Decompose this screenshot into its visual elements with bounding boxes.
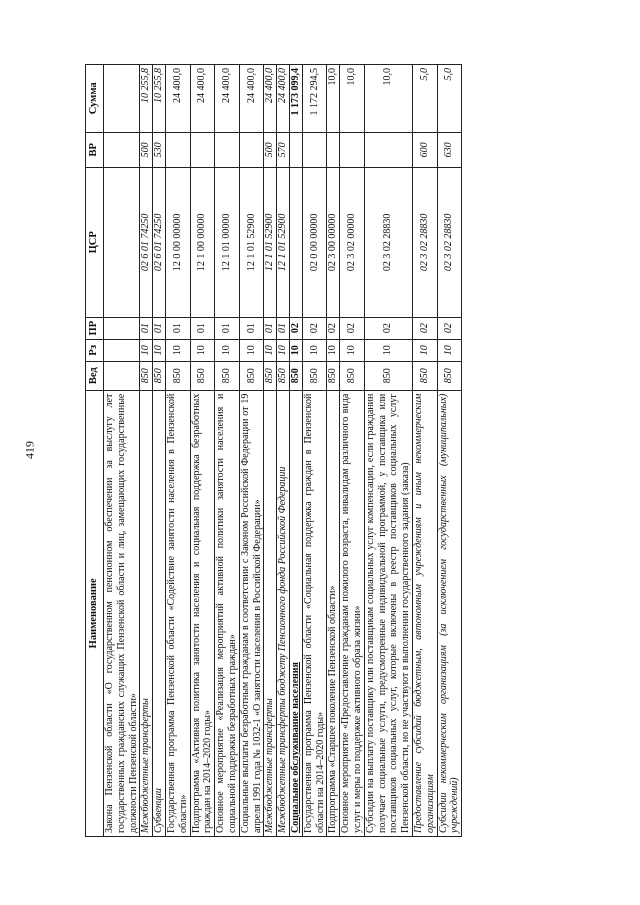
cell-ved: 850 — [215, 361, 240, 390]
cell-sum: 1 173 099,4 — [289, 65, 302, 133]
cell-vr — [327, 132, 340, 167]
cell-vr — [215, 132, 240, 167]
cell-sum: 1 172 294,5 — [302, 65, 327, 133]
cell-name: Основное мероприятие «Предоставление гражданам пожилого возраста, инвалидам различного вида услуг и меры по поддержке активного образа жизни» — [340, 390, 365, 836]
cell-csr: 02 6 01 74250 — [153, 168, 166, 318]
cell-vr: 600 — [412, 132, 437, 167]
cell-csr: 12 0 00 00000 — [165, 168, 190, 318]
cell-rz: 10 — [327, 339, 340, 361]
cell-pr: 01 — [215, 317, 240, 339]
cell-ved: 850 — [340, 361, 365, 390]
table-row — [340, 65, 365, 837]
cell-vr — [165, 132, 190, 167]
cell-vr: 530 — [153, 132, 166, 167]
cell-name: Подпрограмма «Активная политика занятости населения и социальная поддержка безработных граждан на 2014–2020 годы» — [190, 390, 215, 836]
table-header-row — [86, 65, 104, 837]
cell-ved: 850 — [302, 361, 327, 390]
cell-ved: 850 — [289, 361, 302, 390]
table-row — [364, 65, 412, 837]
cell-rz: 10 — [364, 339, 412, 361]
cell-name: Субсидии некоммерческим организациям (за исключением государственных (муниципальных) учреждений) — [437, 390, 462, 836]
table-row — [437, 65, 462, 837]
table-row — [412, 65, 437, 837]
header-pr: ПР — [86, 317, 104, 339]
budget-table — [85, 64, 462, 837]
cell-pr: 01 — [165, 317, 190, 339]
cell-ved: 850 — [327, 361, 340, 390]
cell-vr — [340, 132, 365, 167]
cell-sum: 24 400,0 — [215, 65, 240, 133]
cell-rz: 10 — [165, 339, 190, 361]
cell-sum: 24 400,0 — [165, 65, 190, 133]
cell-csr: 02 3 00 00000 — [327, 168, 340, 318]
cell-sum: 10,0 — [340, 65, 365, 133]
cell-sum: 24 400,0 — [239, 65, 264, 133]
cell-ved: 850 — [437, 361, 462, 390]
cell-csr: 12 1 01 52900 — [239, 168, 264, 318]
cell-pr — [104, 317, 140, 339]
cell-csr: 02 3 02 00000 — [340, 168, 365, 318]
cell-rz: 10 — [239, 339, 264, 361]
cell-sum: 10,0 — [364, 65, 412, 133]
cell-csr: 02 6 01 74250 — [140, 168, 153, 318]
cell-name: Социальные выплаты безработным гражданам в соответствии с Законом Российской Федерации от 19 апреля 1991 года № 1032-1 «О занятости населения в Российской Федерации» — [239, 390, 264, 836]
cell-sum: 5,0 — [437, 65, 462, 133]
cell-ved: 850 — [153, 361, 166, 390]
cell-name: Государственная программа Пензенской области «Содействие занятости населения в Пензенской области» — [165, 390, 190, 836]
header-vr: ВР — [86, 132, 104, 167]
page-number: 419 — [22, 441, 37, 459]
table-row — [215, 65, 240, 837]
cell-pr: 02 — [437, 317, 462, 339]
cell-vr: 500 — [264, 132, 277, 167]
cell-name: Предоставление субсидий бюджетным, автономным учреждениям и иным некоммерческим организациям — [412, 390, 437, 836]
cell-vr: 630 — [437, 132, 462, 167]
cell-rz: 10 — [153, 339, 166, 361]
header-ved: Вед — [86, 361, 104, 390]
table-row — [277, 65, 290, 837]
header-sum: Сумма — [86, 65, 104, 133]
cell-pr: 01 — [140, 317, 153, 339]
cell-rz: 10 — [190, 339, 215, 361]
cell-pr: 02 — [412, 317, 437, 339]
cell-name: Закона Пензенской области «О государственном пенсионном обеспечении за выслугу лет государственных гражданских служащих Пензенской области и лиц, замещающих государственные должности Пензенской области» — [104, 390, 140, 836]
cell-csr: 12 1 01 52900 — [264, 168, 277, 318]
cell-csr — [289, 168, 302, 318]
cell-ved: 850 — [165, 361, 190, 390]
cell-ved: 850 — [264, 361, 277, 390]
cell-sum — [104, 65, 140, 133]
cell-vr: 570 — [277, 132, 290, 167]
cell-csr: 02 3 02 28830 — [437, 168, 462, 318]
table-row — [289, 65, 302, 837]
cell-vr — [289, 132, 302, 167]
cell-vr: 500 — [140, 132, 153, 167]
cell-pr: 01 — [264, 317, 277, 339]
cell-pr: 01 — [190, 317, 215, 339]
cell-name: Субвенции — [153, 390, 166, 836]
table-row — [239, 65, 264, 837]
cell-csr: 12 1 01 52900 — [277, 168, 290, 318]
cell-name: Основное мероприятие «Реализация мероприятий активной политики занятости населения и социальной поддержки безработных граждан» — [215, 390, 240, 836]
cell-csr: 12 1 00 00000 — [190, 168, 215, 318]
header-name: Наименование — [86, 390, 104, 836]
cell-sum: 5,0 — [412, 65, 437, 133]
cell-rz: 10 — [412, 339, 437, 361]
cell-rz: 10 — [437, 339, 462, 361]
cell-vr — [104, 132, 140, 167]
header-csr: ЦСР — [86, 168, 104, 318]
cell-sum: 24 400,0 — [190, 65, 215, 133]
cell-csr — [104, 168, 140, 318]
cell-name: Межбюджетные трансферты бюджету Пенсионного фонда Российской Федерации — [277, 390, 290, 836]
cell-ved — [104, 361, 140, 390]
cell-rz: 10 — [264, 339, 277, 361]
table-row — [264, 65, 277, 837]
cell-name: Государственная программа Пензенской области «Социальная поддержка граждан в Пензенской области на 2014–2020 годы» — [302, 390, 327, 836]
cell-ved: 850 — [140, 361, 153, 390]
cell-sum: 24 400,0 — [277, 65, 290, 133]
cell-pr: 02 — [340, 317, 365, 339]
cell-pr: 02 — [289, 317, 302, 339]
cell-name: Межбюджетные трансферты — [264, 390, 277, 836]
cell-csr: 02 0 00 00000 — [302, 168, 327, 318]
table-row — [165, 65, 190, 837]
cell-vr — [364, 132, 412, 167]
cell-sum: 10 255,8 — [140, 65, 153, 133]
cell-rz: 10 — [215, 339, 240, 361]
cell-rz: 10 — [289, 339, 302, 361]
cell-csr: 02 3 02 28830 — [412, 168, 437, 318]
cell-rz: 10 — [340, 339, 365, 361]
cell-pr: 02 — [327, 317, 340, 339]
cell-ved: 850 — [277, 361, 290, 390]
table-row — [153, 65, 166, 837]
cell-ved: 850 — [364, 361, 412, 390]
table-row — [302, 65, 327, 837]
table-row — [104, 65, 140, 837]
cell-ved: 850 — [412, 361, 437, 390]
cell-vr — [190, 132, 215, 167]
cell-pr: 01 — [153, 317, 166, 339]
header-rz: Рз — [86, 339, 104, 361]
cell-name: Подпрограмма «Старшее поколение Пензенской области» — [327, 390, 340, 836]
cell-sum: 10 255,8 — [153, 65, 166, 133]
cell-csr: 12 1 01 00000 — [215, 168, 240, 318]
cell-vr — [302, 132, 327, 167]
cell-name: Субсидии на выплату поставщику или поставщикам социальных услуг компенсации, если гражданин получает социальные услуги, предусмотренные индивидуальной программой, у поставщика или поставщиков социальных услуг, которые включены в реестр поставщиков социальных услуг Пензенской области, но не участвуют в выполнении государственного задания (заказа) — [364, 390, 412, 836]
cell-csr: 02 3 02 28830 — [364, 168, 412, 318]
cell-sum: 10,0 — [327, 65, 340, 133]
cell-rz: 10 — [277, 339, 290, 361]
cell-rz: 10 — [302, 339, 327, 361]
table-row — [140, 65, 153, 837]
table-row — [190, 65, 215, 837]
cell-pr: 01 — [239, 317, 264, 339]
cell-ved: 850 — [239, 361, 264, 390]
cell-pr: 02 — [364, 317, 412, 339]
cell-pr: 01 — [277, 317, 290, 339]
cell-rz — [104, 339, 140, 361]
cell-rz: 10 — [140, 339, 153, 361]
cell-sum: 24 400,0 — [264, 65, 277, 133]
table-row — [327, 65, 340, 837]
cell-vr — [239, 132, 264, 167]
cell-name: Социальное обслуживание населения — [289, 390, 302, 836]
cell-ved: 850 — [190, 361, 215, 390]
cell-pr: 02 — [302, 317, 327, 339]
cell-name: Межбюджетные трансферты — [140, 390, 153, 836]
budget-table-container — [85, 64, 555, 837]
